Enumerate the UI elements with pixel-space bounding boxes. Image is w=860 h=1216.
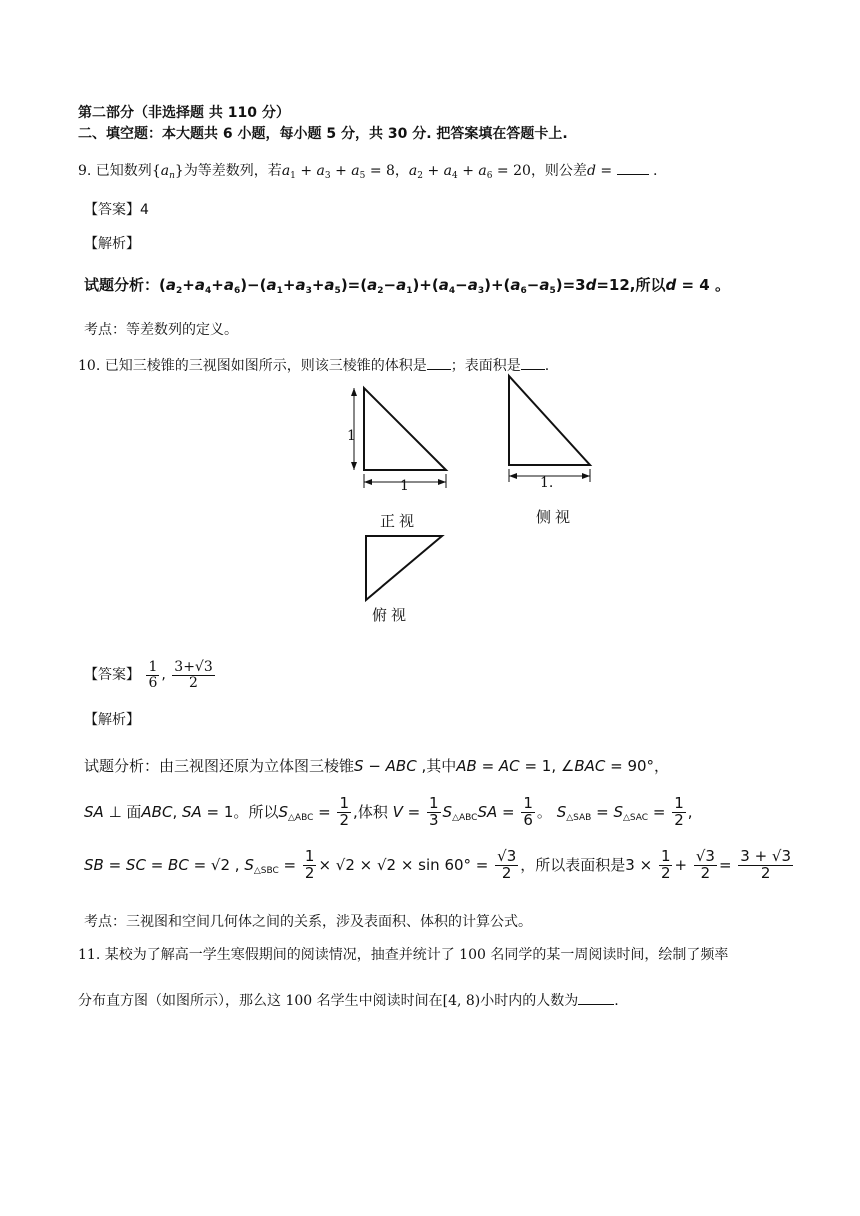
q9-analysis: 试题分析：$(a_2+a_4+a_6)-(a_1+a_3+a_5)=(a_2-a_1)+(a_4-a_3)+(a_6-a_5)=3d=12$,所以d = 4 。 — [84, 276, 730, 296]
q10-analysis-line2: SA ⊥ 面ABC, SA = 1。所以$S_{\triangle ABC}$ = $\frac{1}{2}$ ,体积 V = $\frac{1}{3}$ $S_{\triangle ABC}SA$ = $\frac{1}{6}$ 。 $S_{\triangle SAB} = S_{\triangle SAC}$ = $\frac{1}{2}$ , — [84, 794, 693, 829]
question-9: 9. 已知数列$\{a_n\}$为等差数列，若$a_1 + a_3 + a_5 = 8$，$a_2 + a_4 + a_6 = 20$，则公差d = . — [78, 160, 657, 186]
front-view-caption: 正视 — [380, 512, 419, 530]
top-view-figure — [360, 530, 450, 604]
q11-line2-c: . — [614, 993, 619, 1009]
q9-t1: 为等差数列，若 — [183, 163, 282, 179]
part-heading: 第二部分（非选择题 共 110 分） — [78, 105, 290, 121]
q10-analysis-label: 【解析】 — [84, 712, 140, 728]
answer-blank — [427, 355, 451, 370]
q10-text-c: . — [544, 358, 550, 374]
q9-analysis-label: 【解析】 — [84, 236, 140, 252]
q9-note: 考点：等差数列的定义。 — [84, 322, 238, 338]
front-height-label: 1 — [347, 428, 356, 444]
side-width-label: 1. — [540, 475, 554, 491]
top-view-caption: 俯视 — [372, 606, 411, 624]
analysis-prefix: 试题分析： — [84, 276, 160, 294]
question-10 — [78, 355, 549, 376]
q11-line2-a: 分布直方图（如图所示），那么这 100 名学生中阅读时间在 — [78, 993, 443, 1009]
answer-value: 4 — [140, 202, 149, 218]
q10-analysis-line1: 试题分析：由三视图还原为立体图三棱锥S − ABC ,其中AB = AC = 1, ∠BAC = 90°， — [84, 757, 670, 775]
q10-answer: 【答案】 $\frac{1}{6}$ , $\frac{3+√3}{2}$ — [84, 659, 213, 691]
question-11-line2: 分布直方图（如图所示），那么这 100 名学生中阅读时间在[4, 8)小时内的人数为 . — [78, 990, 619, 1011]
q9-t3: ，则公差 — [530, 163, 587, 179]
q9-answer — [84, 200, 149, 220]
answer-blank — [521, 355, 545, 370]
answer-blank — [617, 160, 649, 175]
line3-a: 所以表面积是 — [535, 856, 626, 874]
q10-text-a: 10. 已知三棱锥的三视图如图所示，则该三棱锥的体积是 — [78, 358, 427, 374]
analysis-mid: 所以 — [635, 276, 666, 294]
q11-line2-b: 小时内的人数为 — [480, 993, 579, 1009]
line1-a: 试题分析：由三视图还原为立体图三棱锥 — [84, 757, 355, 775]
answer-label: 【答案】 — [84, 667, 140, 684]
side-view-caption: 侧视 — [536, 508, 575, 526]
q9-prefix: 9. 已知数列 — [78, 163, 152, 179]
q10-analysis-line3: SB = SC = BC = √2 , $S_{\triangle SBC}$ = $\frac{1}{2}$ × √2 × √2 × sin 60° = $\frac{√3}{2}$ ，所以表面积是3 × $\frac{1}{2}$ + $\frac{√3}{2}$ = $\frac{3 + √3}{2}$ — [84, 847, 792, 882]
q10-note: 考点：三视图和空间几何体之间的关系，涉及表面积、体积的计算公式。 — [84, 914, 532, 930]
question-11-line1: 11. 某校为了解高一学生寒假期间的阅读情况，抽查并统计了 100 名同学的某一周阅读时间，绘制了频率 — [78, 947, 729, 963]
line1-b: 其中 — [426, 757, 457, 775]
q9-t2: ， — [394, 163, 409, 179]
section-heading: 二、填空题：本大题共 6 小题，每小题 5 分，共 30 分. 把答案填在答题卡上. — [78, 126, 568, 142]
line2-a: 所以 — [248, 803, 279, 821]
q10-text-b: ；表面积是 — [450, 358, 521, 374]
answer-blank — [578, 990, 614, 1005]
line2-b: 体积 — [357, 803, 388, 821]
front-width-label: 1 — [400, 478, 409, 494]
answer-label: 【答案】 — [84, 202, 140, 218]
